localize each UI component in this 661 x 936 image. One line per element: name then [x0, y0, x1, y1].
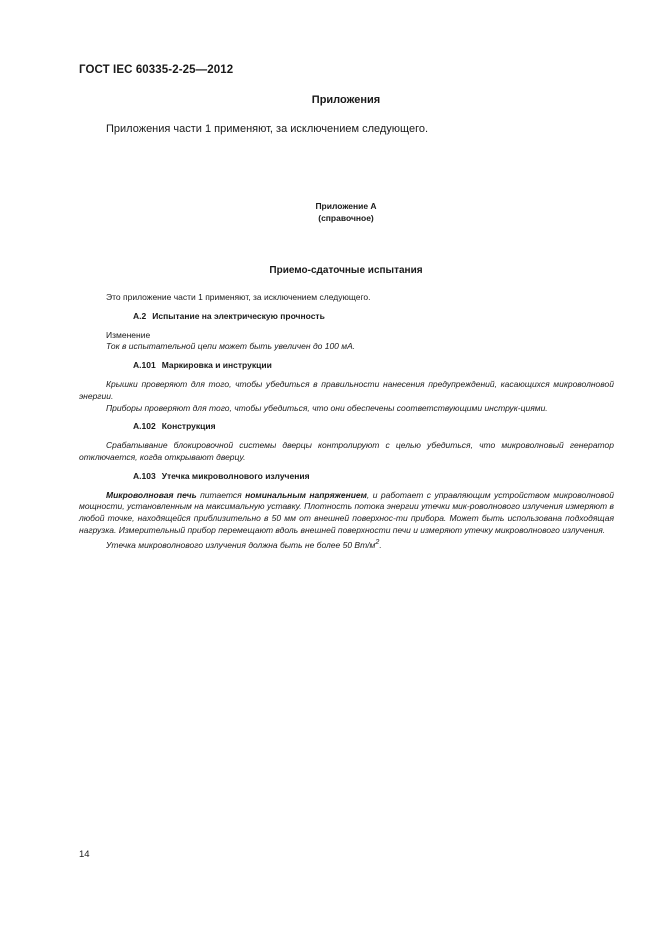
section-a2-text: Ток в испытательной цепи может быть увеличен до 100 мА. — [106, 341, 356, 352]
paragraph-text: Утечка микроволнового излучения должна быть не более 50 Вт/м — [106, 539, 376, 550]
paragraph-text: , и работает с управляющим устройством микроволновой мощности, установленным на максимальную уставку. Плотность потока энергии утечки мик-роволнового излучения измеряют в любой точке, находящейся приблизительно в 50 мм от внешней поверхнос-ти прибора. Может быть использована подходящая нагрузка. Измерительный прибор перемещают вдоль внешней поверхности печи и измеряют утечку микроволнового излучения. — [79, 489, 614, 535]
annex-a-label: Приложение А — [315, 201, 377, 211]
page-number: 14 — [79, 849, 90, 860]
term-microwave-oven: Микроволновая печь — [106, 489, 197, 500]
annex-a-intro: Это приложение части 1 применяют, за исключением следующего. — [106, 292, 371, 302]
paragraph-text: . — [379, 539, 382, 550]
document-id: ГОСТ IEC 60335-2-25—2012 — [79, 64, 234, 76]
section-title: Испытание на электрическую прочность — [152, 310, 325, 321]
section-a2-heading — [79, 311, 614, 323]
section-a102-heading — [79, 421, 614, 433]
section-a102-paragraph-1: Срабатывание блокировочной системы дверцы контролируют с целью убедиться, что микроволновый генератор отключается, когда открывают дверцу. — [79, 440, 614, 462]
annex-a-title: Приемо-сдаточные испытания — [269, 265, 423, 276]
annexes-heading: Приложения — [311, 94, 381, 106]
paragraph-text: питается — [196, 489, 246, 500]
section-number: А.2 — [133, 310, 147, 321]
section-number: А.102 — [133, 421, 156, 432]
annex-a-header — [0, 200, 661, 224]
section-number: А.103 — [133, 470, 156, 481]
section-a101-heading — [79, 360, 614, 372]
section-a103-heading — [79, 471, 614, 483]
section-number: А.101 — [133, 360, 156, 371]
section-a101-paragraph-1: Крышки проверяют для того, чтобы убедиться в правильности нанесения предупреждений, касающихся микроволновой энергии. — [79, 378, 614, 401]
section-title: Утечка микроволнового излучения — [161, 470, 310, 481]
change-label: Изменение — [106, 329, 151, 340]
annex-a-body — [79, 292, 614, 551]
section-a101-paragraph-2: Приборы проверяют для того, чтобы убедиться, что они обеспечены соответствующими инструк-циями. — [106, 402, 548, 413]
annexes-intro: Приложения части 1 применяют, за исключением следующего. — [106, 123, 429, 135]
superscript: 2 — [375, 537, 380, 546]
section-title: Конструкция — [161, 421, 216, 432]
section-a103-paragraph-2 — [79, 537, 614, 552]
term-rated-voltage: номинальным напряжением — [245, 489, 367, 500]
section-title: Маркировка и инструкции — [161, 360, 272, 371]
section-a103-paragraph-1 — [79, 490, 614, 537]
annex-a-status: (справочное) — [318, 213, 374, 223]
